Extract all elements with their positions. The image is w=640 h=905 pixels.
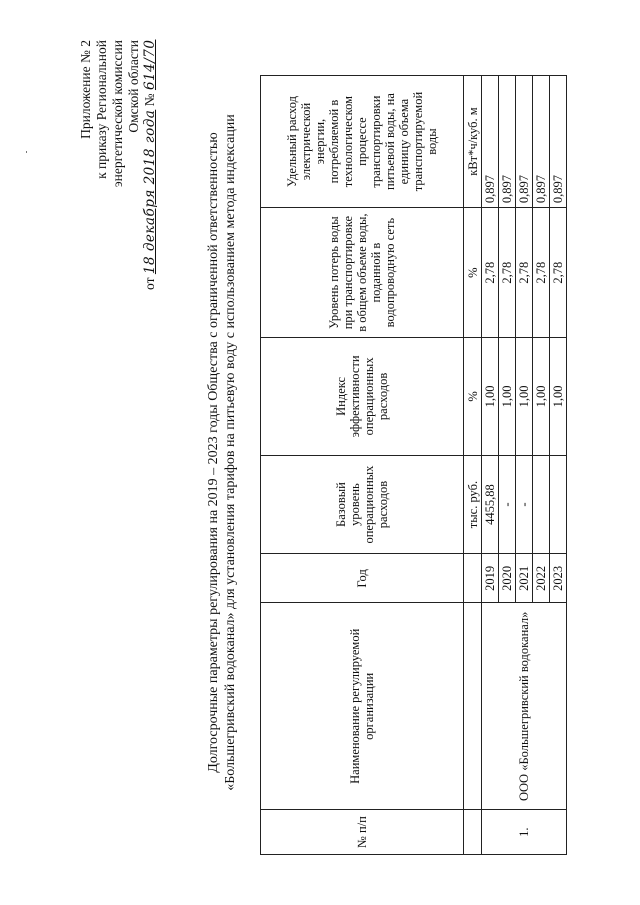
unit-year xyxy=(464,554,482,603)
loss-cell: 2,78 xyxy=(550,208,567,338)
index-cell: 1,00 xyxy=(482,338,499,456)
unit-org xyxy=(464,603,482,810)
title-line-2: «Большегривский водоканал» для установления тарифов на питьевую воду с использованием метода индексации xyxy=(223,114,238,791)
base-cell: - xyxy=(516,455,533,554)
org-name: ООО «Большегривский водоканал» xyxy=(482,603,567,810)
unit-loss: % xyxy=(464,208,482,338)
header-base-level: Базовый уровень операционных расходов xyxy=(261,455,464,554)
header-water-loss: Уровень потерь воды при транспортировке в общем объеме воды, поданной в водопроводную сеть xyxy=(261,208,464,338)
unit-elec: кВт*ч/куб. м xyxy=(464,76,482,208)
year-cell: 2020 xyxy=(499,554,516,603)
unit-index: % xyxy=(464,338,482,456)
index-cell: 1,00 xyxy=(533,338,550,456)
base-cell: - xyxy=(499,455,516,554)
title-line-1: Долгосрочные параметры регулирования на 2019 – 2023 годы Общества с ограниченной ответственностью xyxy=(206,132,221,773)
header-num: № п/п xyxy=(261,810,464,855)
number-prefix: № xyxy=(142,93,157,107)
date-prefix: от xyxy=(142,277,157,290)
unit-base: тыс. руб. xyxy=(464,455,482,554)
appendix-date-line xyxy=(142,40,158,290)
base-cell: 4455,88 xyxy=(482,455,499,554)
index-cell: 1,00 xyxy=(499,338,516,456)
year-cell: 2023 xyxy=(550,554,567,603)
appendix-block xyxy=(78,40,158,290)
handwritten-date: 18 декабря 2018 года xyxy=(142,109,158,275)
base-cell xyxy=(533,455,550,554)
elec-cell: 0,897 xyxy=(550,76,567,208)
base-cell xyxy=(550,455,567,554)
handwritten-number: 614/70 xyxy=(142,39,158,91)
elec-cell: 0,897 xyxy=(499,76,516,208)
year-cell: 2022 xyxy=(533,554,550,603)
header-org: Наименование регулируемой организации xyxy=(261,603,464,810)
parameters-table xyxy=(260,75,567,855)
elec-cell: 0,897 xyxy=(533,76,550,208)
header-electricity: Удельный расход электрической энергии, потребляемой в технологическом процессе транспортировки питьевой воды, на единицу объема транспортируемой воды xyxy=(261,76,464,208)
table-header-row xyxy=(261,76,464,855)
elec-cell: 0,897 xyxy=(516,76,533,208)
elec-cell: 0,897 xyxy=(482,76,499,208)
loss-cell: 2,78 xyxy=(499,208,516,338)
unit-num xyxy=(464,810,482,855)
loss-cell: 2,78 xyxy=(533,208,550,338)
year-cell: 2019 xyxy=(482,554,499,603)
table-units-row xyxy=(464,76,482,855)
appendix-title: Приложение № 2 xyxy=(78,40,93,139)
loss-cell: 2,78 xyxy=(482,208,499,338)
appendix-commission: энергетической комиссии xyxy=(110,40,125,188)
appendix-region: Омской области xyxy=(126,40,141,133)
table-row xyxy=(482,76,499,855)
header-year: Год xyxy=(261,554,464,603)
header-efficiency-index: Индекс эффективности операционных расходов xyxy=(261,338,464,456)
year-cell: 2021 xyxy=(516,554,533,603)
scan-speck xyxy=(26,151,27,153)
index-cell: 1,00 xyxy=(516,338,533,456)
document-title xyxy=(205,52,239,853)
loss-cell: 2,78 xyxy=(516,208,533,338)
index-cell: 1,00 xyxy=(550,338,567,456)
appendix-order-ref: к приказу Региональной xyxy=(94,40,109,179)
row-number: 1. xyxy=(482,810,567,855)
